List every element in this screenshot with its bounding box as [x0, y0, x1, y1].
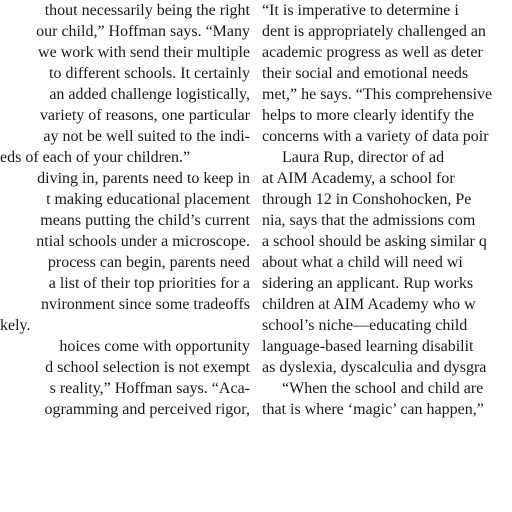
text-line: we work with send their multiple [38, 44, 250, 61]
text-line: met,” he says. “This comprehensive [262, 86, 493, 103]
text-line: their social and emotional needs [262, 65, 469, 82]
text-line: nvironment since some tradeoffs [41, 296, 250, 313]
text-line: about what a child will need wi [262, 254, 463, 271]
text-line: at AIM Academy, a school for [262, 170, 455, 187]
text-line: that is where ‘magic’ can happen,” [262, 401, 484, 418]
text-line: through 12 in Conshohocken, Pe [262, 191, 472, 208]
text-line: as dyslexia, dyscalculia and dysgra [262, 359, 487, 376]
text-line: variety of reasons, one particular [39, 107, 250, 124]
text-line: diving in, parents need to keep in [37, 170, 250, 187]
text-line: dent is appropriately challenged an [262, 23, 486, 40]
text-line: ay not be well suited to the indi- [43, 128, 250, 145]
text-line: a list of their top priorities for a [48, 275, 250, 292]
text-line: process can begin, parents need [47, 254, 250, 271]
text-line: school’s niche—educating child [262, 317, 468, 334]
text-line: t making educational placement [46, 191, 250, 208]
left-text-column [0, 0, 250, 420]
text-line: ogramming and perceived rigor, [44, 401, 250, 418]
right-text-column [262, 0, 512, 420]
text-line: a school should be asking similar q [262, 233, 487, 250]
text-line: ntial schools under a microscope. [36, 233, 250, 250]
text-line: helps to more clearly identify the [262, 107, 474, 124]
text-line: children at AIM Academy who w [262, 296, 476, 313]
text-line: an added challenge logistically, [49, 86, 250, 103]
text-line: “It is imperative to determine i [262, 2, 459, 19]
text-line: s reality,” Hoffman says. “Aca- [49, 380, 250, 397]
text-line: Laura Rup, director of ad [282, 149, 445, 166]
text-line: nia, says that the admissions com [262, 212, 476, 229]
text-line: language-based learning disabilit [262, 338, 474, 355]
text-line: academic progress as well as deter [262, 44, 483, 61]
text-line: “When the school and child are [282, 380, 484, 397]
text-line: sidering an applicant. Rup works [262, 275, 474, 292]
text-line: d school selection is not exempt [45, 359, 250, 376]
text-line: to different schools. It certainly [49, 65, 250, 82]
text-line: means putting the child’s current [40, 212, 250, 229]
text-line: hoices come with opportunity [59, 338, 250, 355]
text-line: kely. [0, 317, 31, 334]
text-line: thout necessarily being the right [44, 2, 250, 19]
text-line: concerns with a variety of data poir [262, 128, 489, 145]
text-line: our child,” Hoffman says. “Many [36, 23, 250, 40]
text-line: eds of each of your children.” [0, 149, 191, 166]
